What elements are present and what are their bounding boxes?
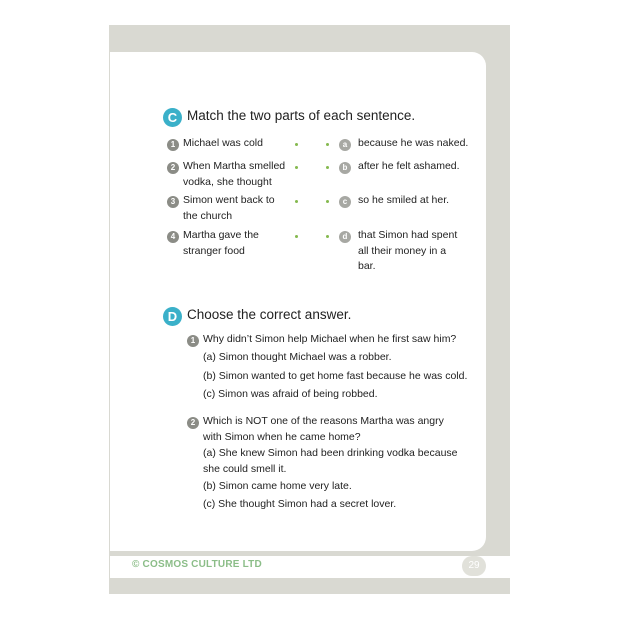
- match-right-c-text: so he smiled at her.: [358, 194, 450, 206]
- question-2-option-a[interactable]: (a) She knew Simon had been drinking vodka because she could smell it.: [203, 447, 458, 475]
- question-1-text: Why didn’t Simon help Michael when he first saw him?: [203, 333, 457, 345]
- match-left-2-number: 2: [167, 162, 179, 174]
- question-2-text: Which is NOT one of the reasons Martha was angry with Simon when he came home?: [203, 415, 444, 443]
- match-right-a-dot[interactable]: [326, 143, 329, 146]
- match-right-b-text: after he felt ashamed.: [358, 160, 460, 172]
- match-left-1-number: 1: [167, 139, 179, 151]
- match-right-d-text: that Simon had spent all their money in a bar.: [358, 229, 458, 272]
- section-d-badge: D: [163, 307, 182, 326]
- match-right-b-dot[interactable]: [326, 166, 329, 169]
- section-d-title: Choose the correct answer.: [187, 307, 352, 322]
- match-left-3-text: Simon went back to the church: [183, 194, 275, 222]
- match-left-3-number: 3: [167, 196, 179, 208]
- question-1-option-a[interactable]: (a) Simon thought Michael was a robber.: [203, 351, 392, 363]
- match-left-2-text: When Martha smelled vodka, she thought: [183, 160, 286, 188]
- question-1-option-b[interactable]: (b) Simon wanted to get home fast because he was cold.: [203, 370, 468, 382]
- match-left-2-dot[interactable]: [295, 166, 298, 169]
- match-left-4-dot[interactable]: [295, 235, 298, 238]
- match-right-b-letter: b: [339, 162, 351, 174]
- match-left-3-dot[interactable]: [295, 200, 298, 203]
- match-right-c-dot[interactable]: [326, 200, 329, 203]
- match-left-4-text: Martha gave the stranger food: [183, 229, 259, 257]
- copyright-notice: © COSMOS CULTURE LTD: [132, 559, 262, 570]
- question-1-number: 1: [187, 335, 199, 347]
- page-number: 29: [462, 556, 486, 576]
- match-left-1-dot[interactable]: [295, 143, 298, 146]
- match-left-1-text: Michael was cold: [183, 137, 263, 149]
- question-1-option-c[interactable]: (c) Simon was afraid of being robbed.: [203, 388, 378, 400]
- match-right-d-dot[interactable]: [326, 235, 329, 238]
- match-left-4-number: 4: [167, 231, 179, 243]
- match-right-a-letter: a: [339, 139, 351, 151]
- section-c-badge: C: [163, 108, 182, 127]
- match-right-d-letter: d: [339, 231, 351, 243]
- match-right-c-letter: c: [339, 196, 351, 208]
- section-c-title: Match the two parts of each sentence.: [187, 108, 416, 123]
- question-2-number: 2: [187, 417, 199, 429]
- question-2-option-c[interactable]: (c) She thought Simon had a secret lover.: [203, 498, 397, 510]
- question-2-option-b[interactable]: (b) Simon came home very late.: [203, 480, 352, 492]
- match-right-a-text: because he was naked.: [358, 137, 469, 149]
